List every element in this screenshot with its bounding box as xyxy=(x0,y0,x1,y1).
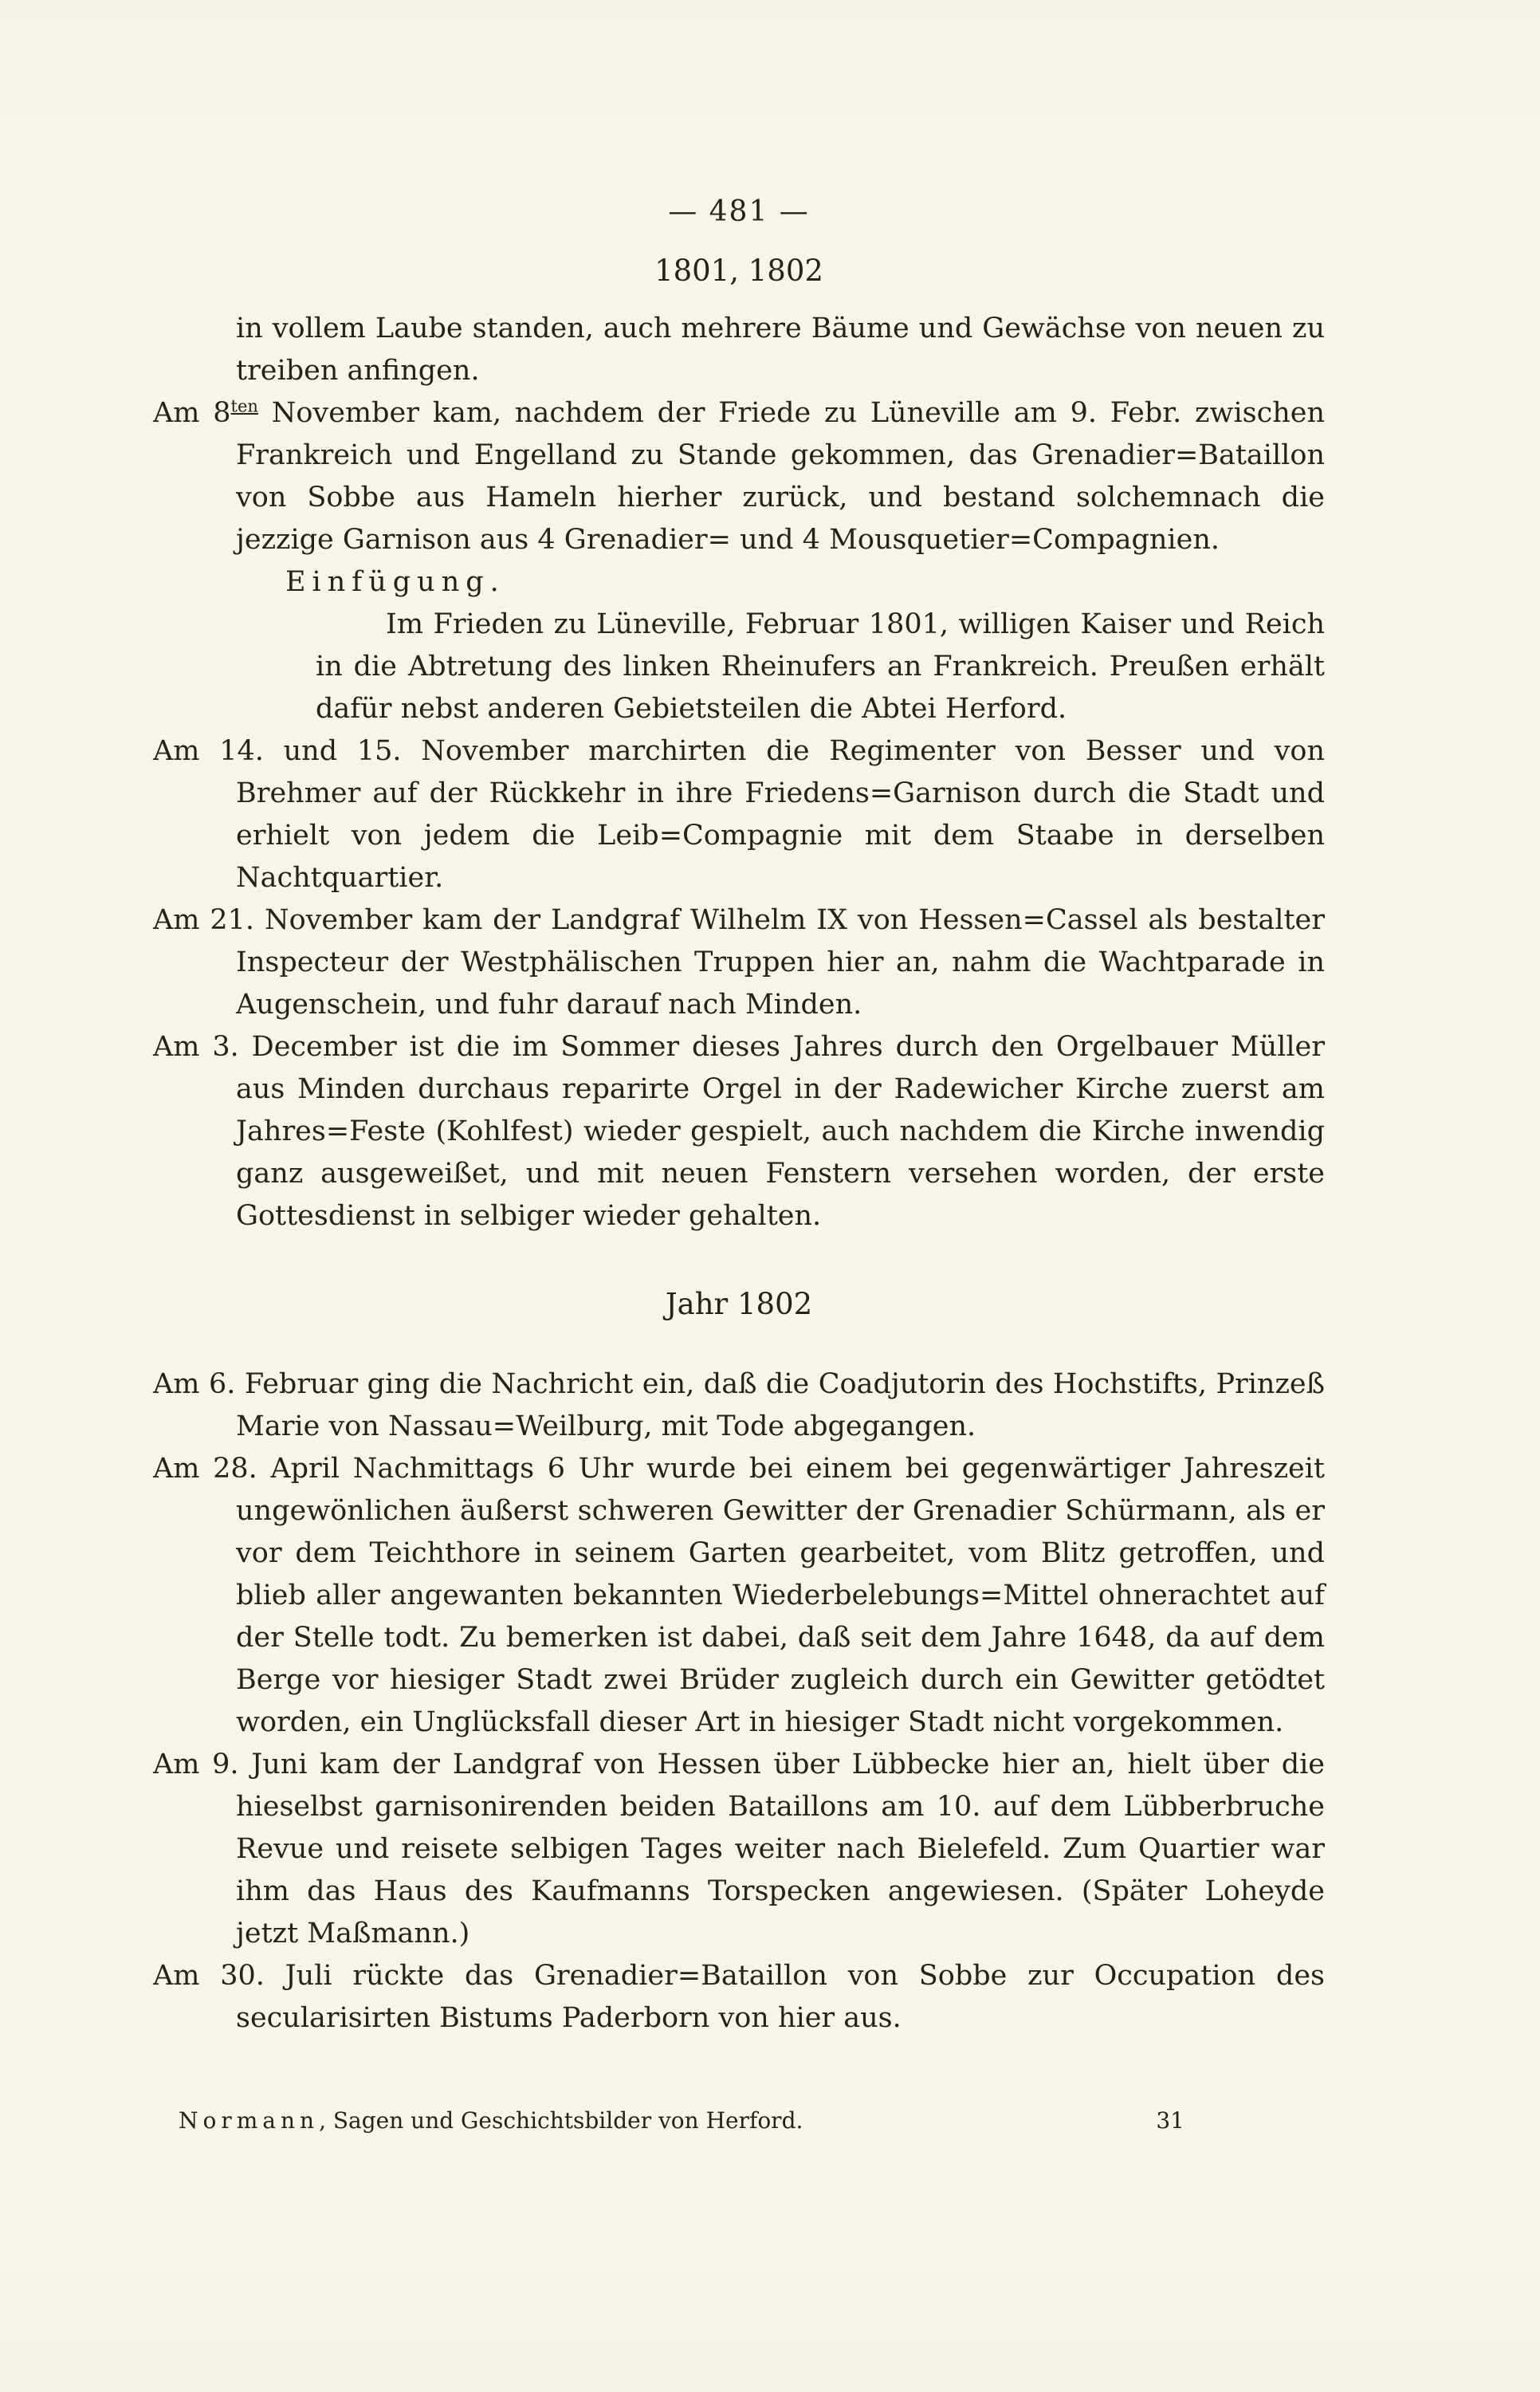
entry-november-8-text: November kam, nachdem der Friede zu Lüneville am 9. Febr. zwischen Frankreich und Engelland zu Stande gekommen, das Grenadier=Bataillon von Sobbe aus Hameln hierher zurück, und bestand solchemnach die jezzige Garnison aus 4 Grenadier= und 4 Mousquetier=Compagnien. xyxy=(236,397,1325,556)
entry-december-3: Am 3. December ist die im Sommer dieses Jahres durch den Orgelbauer Müller aus Minden durchaus reparirte Orgel in der Radewicher Kirche zuerst am Jahres=Feste (Kohlfest) wieder gespielt, auch nachdem die Kirche inwendig ganz ausgeweißet, und mit neuen Fenstern versehen worden, der erste Gottesdienst in selbiger wieder gehalten. xyxy=(153,1031,1325,1232)
entry-april-28: Am 28. April Nachmittags 6 Uhr wurde bei einem bei gegenwärtiger Jahreszeit ungewönlichen äußerst schweren Gewitter der Grenadier Schürmann, als er vor dem Teichthore in seinem Garten gearbeitet, vom Blitz getroffen, und blieb aller angewanten bekannten Wiederbelebungs=Mittel ohnerachtet auf der Stelle todt. Zu bemerken ist dabei, daß seit dem Jahre 1648, da auf dem Berge vor hiesiger Stadt zwei Brüder zugleich durch ein Gewitter getödtet worden, ein Unglücksfall dieser Art in hiesiger Stadt nicht vorgekommen. xyxy=(153,1453,1325,1738)
footer-citation xyxy=(179,2107,803,2135)
text-block xyxy=(153,195,1325,2040)
sheet-signature: 31 xyxy=(1156,2107,1184,2134)
insertion-label: Einfügung. xyxy=(285,566,505,598)
entry-juli-30: Am 30. Juli rückte das Grenadier=Bataillon von Sobbe zur Occupation des secularisirten Bistums Paderborn von hier aus. xyxy=(153,1960,1325,2034)
footer-author-name: Normann xyxy=(179,2107,320,2134)
paragraph-continuation: in vollem Laube standen, auch mehrere Bäume und Gewächse von neuen zu treiben anfingen. xyxy=(236,313,1325,387)
entry-februar-6: Am 6. Februar ging die Nachricht ein, daß die Coadjutorin des Hochstifts, Prinzeß Marie von Nassau=Weilburg, mit Tode abgegangen. xyxy=(153,1368,1325,1442)
entry-november-8 xyxy=(153,392,1325,561)
page-footer xyxy=(179,2107,1184,2135)
entry-juni-9: Am 9. Juni kam der Landgraf von Hessen über Lübbecke hier an, hielt über die hieselbst garnisonirenden beiden Bataillons am 10. auf dem Lübberbruche Revue und reisete selbigen Tages weiter nach Bielefeld. Zum Quartier war ihm das Haus des Kaufmanns Torspecken angewiesen. (Später Loheyde jetzt Maßmann.) xyxy=(153,1749,1325,1949)
section-heading-jahr-1802: Jahr 1802 xyxy=(665,1287,813,1321)
insertion-text: Im Frieden zu Lüneville, Februar 1801, willigen Kaiser und Reich in die Abtretung des linken Rheinufers an Frankreich. Preußen erhält dafür nebst anderen Gebietsteilen die Abtei Herford. xyxy=(316,608,1325,725)
chapter-year-heading: 1801, 1802 xyxy=(654,254,823,288)
entry-november-8-prefix: Am 8 xyxy=(153,397,231,429)
entry-november-21: Am 21. November kam der Landgraf Wilhelm IX von Hessen=Cassel als bestalter Inspecteur der Westphälischen Truppen hier an, nahm die Wachtparade in Augenschein, und fuhr darauf nach Minden. xyxy=(153,904,1325,1021)
ordinal-superscript: ten xyxy=(230,396,258,416)
page-number: — 481 — xyxy=(668,195,810,228)
entry-november-14-15: Am 14. und 15. November marchirten die Regimenter von Besser und von Brehmer auf der Rückkehr in ihre Friedens=Garnison durch die Stadt und erhielt von jedem die Leib=Compagnie mit dem Staabe in derselben Nachtquartier. xyxy=(153,735,1325,894)
footer-citation-rest: , Sagen und Geschichtsbilder von Herford. xyxy=(319,2107,803,2134)
